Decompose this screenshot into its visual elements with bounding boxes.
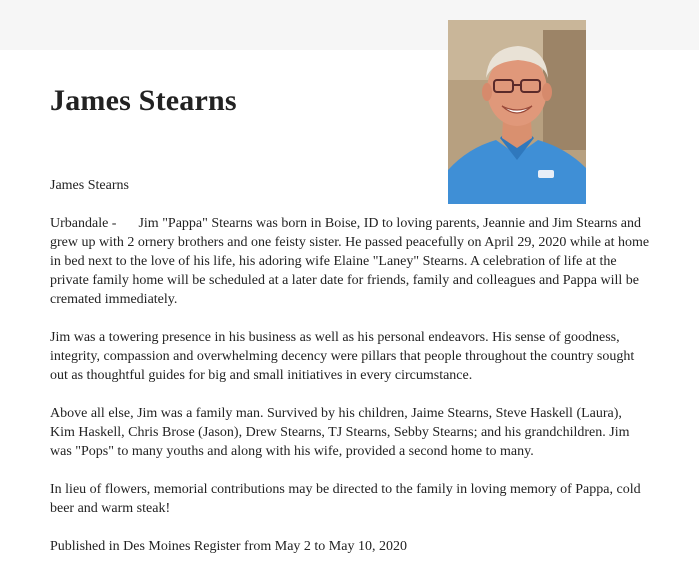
obituary-body [50, 176, 650, 556]
obituary-title: James Stearns [50, 84, 237, 117]
paragraph-4: In lieu of flowers, memorial contributions may be directed to the family in loving memory of Pappa, cold beer and warm steak! [50, 482, 641, 516]
paragraph-1-text: Jim "Pappa" Stearns was born in Boise, ID to loving parents, Jeannie and Jim Stearns and grew up with 2 ornery brothers and one feisty sister. He passed peacefully on April 29, 2020 while at home in bed next to the love of his life, his adoring wife Elaine "Laney" Stearns. A celebration of life at the private family home will be scheduled at a later date for friends, family and colleagues and Pappa will be cremated immediately. [50, 216, 650, 307]
paragraph-intro [50, 214, 650, 309]
paragraph-2: Jim was a towering presence in his business as well as his personal endeavors. His sense of goodness, integrity, compassion and overwhelming decency were pillars that people throughout the country sought out as thoughtful guides for big and small initiatives in every circumstance. [50, 330, 635, 383]
paragraph-3: Above all else, Jim was a family man. Survived by his children, Jaime Stearns, Steve Haskell (Laura), Kim Haskell, Chris Brose (Jason), Drew Stearns, TJ Stearns, Sebby Stearns; and his grandchildren. Jim was "Pops" to many youths and along with his wife, provided a second home to many. [50, 406, 630, 459]
name-line: James Stearns [50, 178, 129, 193]
location-label: Urbandale - [50, 216, 117, 231]
top-band [0, 0, 699, 50]
published-line: Published in Des Moines Register from May 2 to May 10, 2020 [50, 539, 407, 554]
